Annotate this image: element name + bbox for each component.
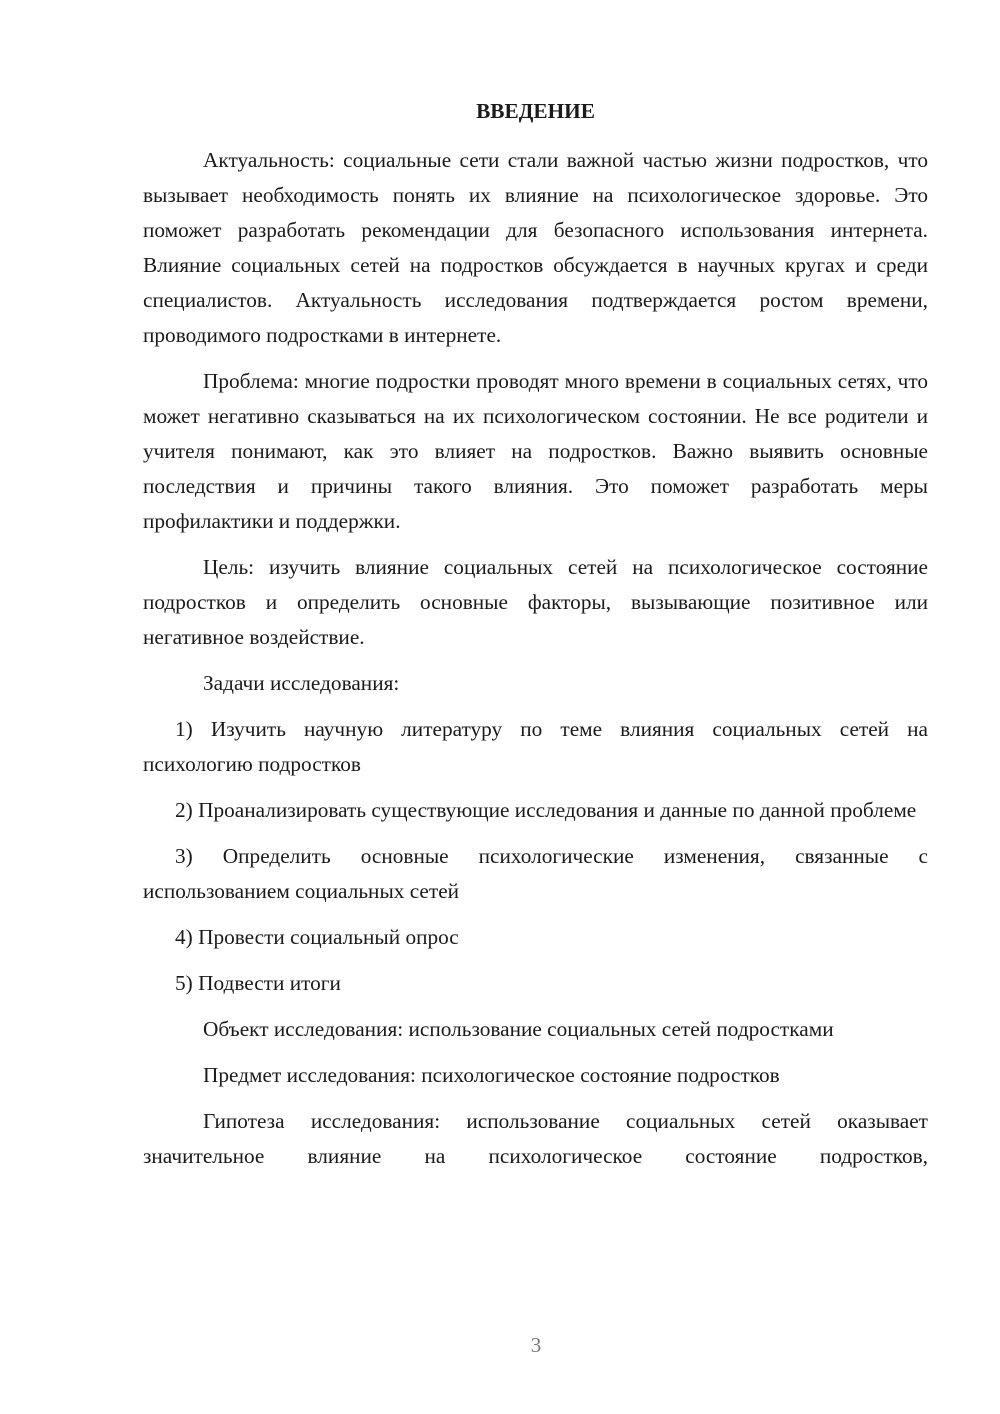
research-object-paragraph: Объект исследования: использование социальных сетей подростками [203, 1017, 834, 1041]
section-title: ВВЕДЕНИЕ [476, 99, 595, 123]
task-item-1: 1) Изучить научную литературу по теме влияния социальных сетей на психологию подростков [143, 717, 928, 776]
goal-paragraph: Цель: изучить влияние социальных сетей на психологическое состояние подростков и определить основные факторы, вызывающие позитивное или негативное воздействие. [143, 555, 928, 649]
document-page [143, 96, 928, 1174]
research-subject-paragraph: Предмет исследования: психологическое состояние подростков [203, 1063, 780, 1087]
relevance-paragraph: Актуальность: социальные сети стали важной частью жизни подростков, что вызывает необходимость понять их влияние на психологическое здоровье. Это поможет разработать рекомендации для безопасного использования интернета. Влияние социальных сетей на подростков обсуждается в научных кругах и среди специалистов. Актуальность исследования подтверждается ростом времени, проводимого подростками в интернете. [143, 148, 928, 347]
tasks-heading: Задачи исследования: [203, 671, 400, 695]
task-item-2: 2) Проанализировать существующие исследования и данные по данной проблеме [175, 798, 917, 822]
page-number: 3 [530, 1333, 542, 1357]
hypothesis-line-2: значительное влияние на психологическое состояние подростков, [143, 1144, 928, 1168]
task-item-3: 3) Определить основные психологические изменения, связанные с использованием социальных сетей [143, 844, 928, 903]
hypothesis-paragraph [143, 1104, 928, 1174]
problem-paragraph: Проблема: многие подростки проводят много времени в социальных сетях, что может негативно сказываться на их психологическом состоянии. Не все родители и учителя понимают, как это влияет на подростков. Важно выявить основные последствия и причины такого влияния. Это поможет разработать меры профилактики и поддержки. [143, 369, 928, 533]
task-item-4: 4) Провести социальный опрос [175, 925, 459, 949]
task-item-5: 5) Подвести итоги [175, 971, 341, 995]
hypothesis-line-1: Гипотеза исследования: использование социальных сетей оказывает [203, 1109, 928, 1133]
